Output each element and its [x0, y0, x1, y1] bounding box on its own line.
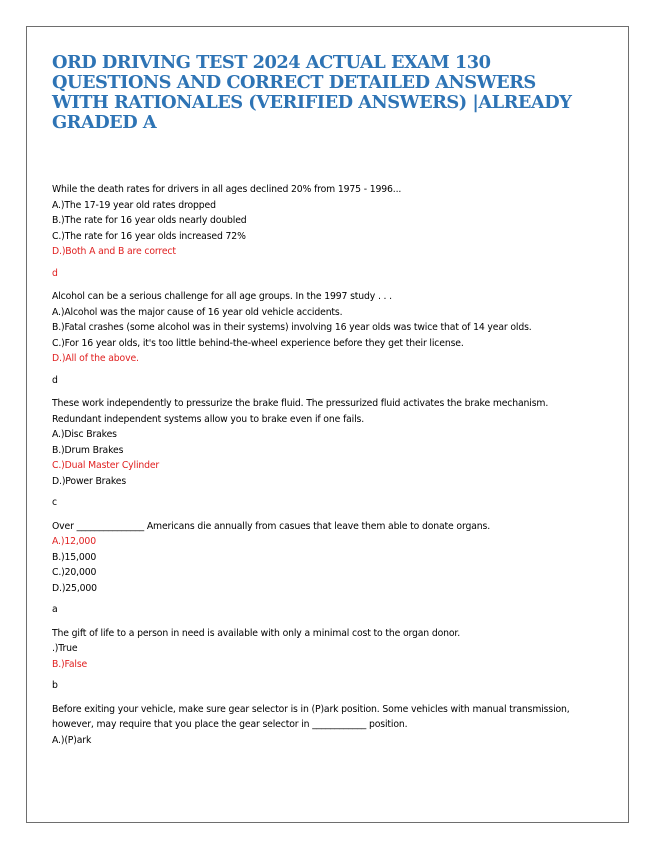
question-text: Over _______________ Americans die annually from casues that leave them able to donate organs.	[52, 520, 491, 532]
option-b: B.)The rate for 16 year olds nearly doubled	[52, 215, 247, 226]
answer-key: b	[52, 680, 58, 691]
option-a-correct: A.)12,000	[52, 536, 96, 547]
question-block-1	[52, 182, 582, 281]
question-list	[52, 182, 582, 748]
question-text: Before exiting your vehicle, make sure gear selector is in (P)ark position. Some vehicles with manual transmission, however, may require that you place the gear selector in ____________ position.	[52, 703, 570, 730]
option-a: A.)Alcohol was the major cause of 16 year old vehicle accidents.	[52, 306, 343, 318]
question-block-3	[52, 396, 582, 511]
question-text: While the death rates for drivers in all ages declined 20% from 1975 - 1996...	[52, 184, 402, 195]
option-b-correct: B.)False	[52, 658, 88, 670]
question-text: These work independently to pressurize the brake fluid. The pressurized fluid activates the brake mechanism. Redundant independent systems allow you to brake even if one fails.	[52, 398, 549, 425]
question-block-5	[52, 626, 582, 694]
question-block-6	[52, 702, 582, 749]
option-a: A.)The 17-19 year old rates dropped	[52, 199, 216, 211]
question-text: The gift of life to a person in need is available with only a minimal cost to the organ donor.	[52, 627, 461, 639]
option-c: C.)20,000	[52, 567, 97, 578]
option-d: D.)25,000	[52, 582, 97, 594]
answer-key: c	[52, 497, 57, 508]
answer-key: d	[52, 267, 58, 279]
answer-key: d	[52, 374, 58, 386]
option-b: B.)Fatal crashes (some alcohol was in their systems) involving 16 year olds was twice that of 14 year olds.	[52, 322, 532, 333]
option-a: A.)(P)ark	[52, 734, 92, 746]
document-title: ORD DRIVING TEST 2024 ACTUAL EXAM 130 QUESTIONS AND CORRECT DETAILED ANSWERS WITH RATIONALES (VERIFIED ANSWERS) |ALREADY GRADED A	[52, 52, 572, 133]
question-block-2	[52, 289, 582, 388]
question-text: Alcohol can be a serious challenge for all age groups. In the 1997 study . . .	[52, 291, 392, 302]
option-d-correct: D.)Both A and B are correct	[52, 246, 176, 257]
option-d: D.)Power Brakes	[52, 475, 127, 487]
option-d-correct: D.)All of the above.	[52, 353, 139, 364]
option-b: B.)Drum Brakes	[52, 444, 124, 456]
option-a: A.)Disc Brakes	[52, 429, 117, 440]
option-b: B.)15,000	[52, 551, 97, 563]
option-c: C.)For 16 year olds, it's too little behind-the-wheel experience before they get their license.	[52, 337, 464, 349]
option-c-correct: C.)Dual Master Cylinder	[52, 460, 160, 471]
option-a: .)True	[52, 643, 78, 654]
option-c: C.)The rate for 16 year olds increased 72%	[52, 230, 246, 242]
answer-key: a	[52, 604, 58, 615]
question-block-4	[52, 519, 582, 618]
